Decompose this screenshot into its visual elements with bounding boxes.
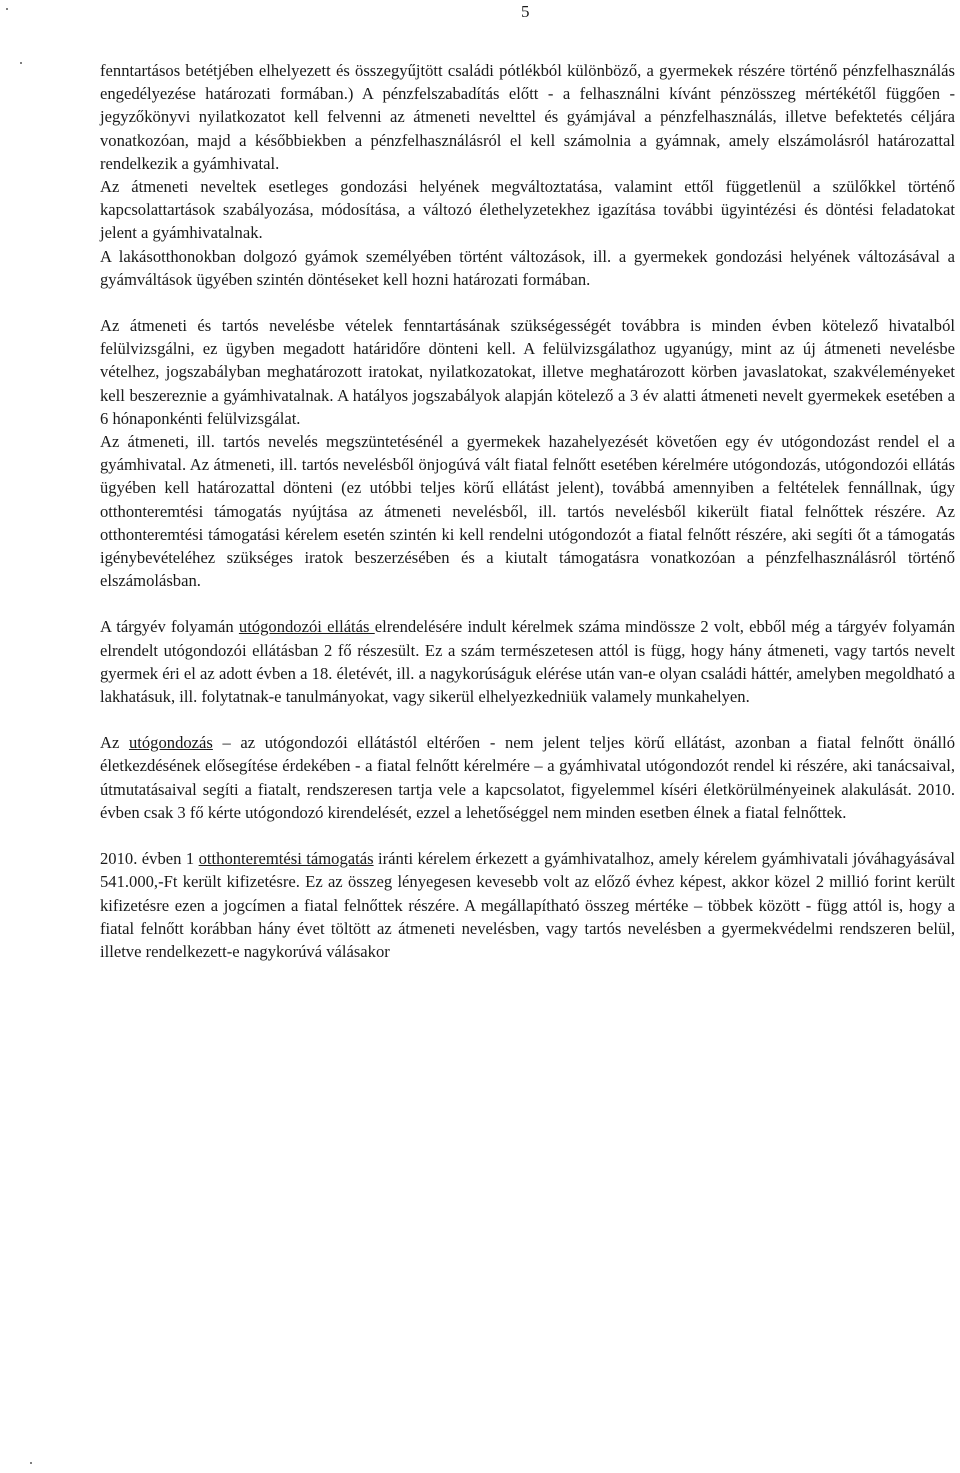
- text-run: Az: [100, 733, 129, 753]
- underlined-term: utógondozói ellátás: [238, 617, 375, 637]
- scan-speck: [6, 8, 8, 10]
- text-run: – az utógondozói ellátástól eltérően - nem jelent teljes körű ellátást, azonban a fiatal felnőtt önálló életkezdésének elősegítése érdekében - a fiatal felnőtt kérelmére – a gyámhivatal utógondozót rendel ki részére, aki tanácsaival, útmutatásaival segíti a fiatalt, rendszeresen tartja vele a kapcsolatot, figyelemmel kíséri életkörülményeinek alakulását. 2010. évben csak 3 fő kérte utógondozó kirendelését, ezzel a lehetőséggel nem minden esetben élnek a fiatal felnőttek.: [100, 733, 955, 822]
- underlined-term: otthonteremtési támogatás: [198, 849, 374, 869]
- paragraph-aftercare: Az átmeneti, ill. tartós nevelés megszüntetésénél a gyermekek hazahelyezését követően egy év utógondozást rendel el a gyámhivatal. Az átmeneti, ill. tartós nevelésből önjogúvá vált fiatal felnőtt esetében kérelmére utógondozás, utógondozói ellátás ügyében kell határozattal dönteni (ez utóbbi teljes körű ellátást jelent), továbbá amennyiben a feltételek fennállnak, úgy otthonteremtési támogatás nyújtása az átmeneti nevelésből, ill. tartós nevelésből kikerült fiatal felnőttek részére. Az otthonteremtési támogatási kérelem esetén szintén ki kell rendelni utógondozót a fiatal felnőtt részére, aki segíti őt a támogatás igénybevételéhez szükséges iratok beszerzésében és a kiutalt támogatásra vonatkozóan a pénzfelhasználásról történő elszámolásban.: [100, 432, 955, 591]
- underlined-term: utógondozás: [128, 733, 213, 753]
- scan-speck: [20, 62, 22, 64]
- text-run: 2010. évben 1: [100, 849, 199, 869]
- paragraph-housing-support: [100, 847, 955, 963]
- page-number: 5: [521, 2, 530, 21]
- paragraph-money-release: fenntartásos betétjében elhelyezett és összegyűjtött családi pótlékból különböző, a gyermekek részére történő pénzfelhasználás engedélyezése határozati formában.) A pénzfelszabadítás előtt - a felhasználni kívánt pénzösszeg mértékétől függően - jegyzőkönyvi nyilatkozatot kell felvenni az átmeneti nevelttel és gyámjával a pénzfelhasználás, illetve befektetés céljára vonatkozóan, majd a későbbiekben a pénzfelhasználásról el kell számolnia a gyámnak, amely elszámolásról határozattal rendelkezik a gyámhivatal.: [100, 61, 955, 173]
- paragraph-placement-change: Az átmeneti neveltek esetleges gondozási helyének megváltoztatása, valamint ettől függetlenül a szülőkkel történő kapcsolattartások szabályozása, módosítása, a változó élethelyzetekhez igazítása további ügyintézési és döntési feladatokat jelent a gyámhivatalnak.: [100, 177, 955, 243]
- text-run: A tárgyév folyamán: [100, 617, 239, 637]
- scan-speck: [30, 1462, 32, 1464]
- text-run: iránti kérelem érkezett a gyámhivatalhoz, amely kérelem gyámhivatali jóváhagyásával 541.000,-Ft került kifizetésre. Ez az összeg lényegesen kevesebb volt az előző évhez képest, akkor közel 2 millió forint került kifizetésre ezen a jogcímen a fiatal felnőttek részére. A megállapítható összeg mértéke – többek között - függ attól is, hogy a fiatal felnőtt korábban hány évet töltött az átmeneti nevelésben, vagy tartós nevelésben a gyermekvédelmi rendszeren belül, illetve rendelkezett-e nagykorúvá válásakor: [100, 849, 955, 961]
- paragraph-guardian-change: A lakásotthonokban dolgozó gyámok személyében történt változások, ill. a gyermekek gondozási helyének változásával a gyámváltások ügyében szintén döntéseket kell hozni határozati formában.: [100, 246, 955, 289]
- paragraph-review: Az átmeneti és tartós nevelésbe vételek fenntartásának szükségességét továbbra is minden évben kötelező hivatalból felülvizsgálni, ez ügyben megadott határidőre dönteni kell. A felülvizsgálathoz ugyanúgy, mint az új átmeneti nevelésbe vételhez, jogszabályban meghatározott iratokat, nyilatkozatokat, illetve meghatározott körben javaslatokat, szakvéleményeket kell beszereznie a gyámhivatalnak. A hatályos jogszabályok alapján kötelező a 3 év alatti átmeneti nevelt gyermekek esetében a 6 hónaponkénti felülvizsgálat.: [100, 316, 955, 428]
- text-run: elrendelésére indult kérelmek száma mindössze 2 volt, ebből még a tárgyév folyamán elrendelt utógondozói ellátásban 2 fő részesült. Ez a szám természetesen attól is függ, hogy hány átmeneti, vagy tartós nevelt gyermek éri el az adott évben a 18. életévét, ill. a nagykorúságuk elérése után van-e olyan családi háttér, amelyben megoldható a lakhatásuk, ill. folytatnak-e tanulmányokat, vagy sikerül elhelyezkedniük valamely munkahelyen.: [100, 617, 955, 707]
- document-body: [100, 59, 955, 963]
- paragraph-aftercare-provision: [100, 615, 955, 708]
- paragraph-aftercare-guidance: [100, 731, 955, 824]
